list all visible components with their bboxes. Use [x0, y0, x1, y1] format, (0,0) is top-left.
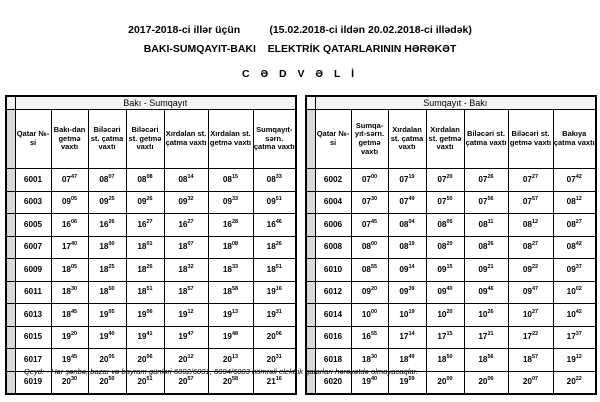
- time-cell: $20^{31}$: [253, 349, 296, 372]
- row-gap: [306, 326, 315, 349]
- row-gap: [6, 214, 15, 237]
- table-row: [6, 191, 296, 214]
- row-gap: [306, 281, 315, 304]
- time-cell: $20^{50}$: [88, 371, 126, 394]
- column-header: Xırdalan st. getmə vaxtı: [426, 110, 464, 169]
- table-row: [306, 281, 596, 304]
- time-cell: $19^{45}$: [51, 349, 88, 372]
- row-gap: [6, 169, 15, 192]
- time-cell: $18^{30}$: [351, 349, 388, 372]
- column-header: Xırdalan st. getmə vaxtı: [208, 110, 253, 169]
- time-cell: $08^{04}$: [388, 214, 426, 237]
- time-cell: $08^{14}$: [164, 169, 208, 192]
- time-cell: $21^{16}$: [253, 371, 296, 394]
- time-cell: $09^{21}$: [464, 259, 508, 282]
- train-number-cell: 6008: [315, 236, 351, 259]
- time-cell: $10^{20}$: [426, 304, 464, 327]
- time-cell: $19^{59}$: [388, 371, 426, 394]
- time-cell: $18^{25}$: [88, 259, 126, 282]
- time-cell: $18^{08}$: [208, 236, 253, 259]
- train-number-cell: 6001: [15, 169, 51, 192]
- row-gap: [306, 236, 315, 259]
- table-row: [306, 236, 596, 259]
- time-cell: $20^{57}$: [164, 371, 208, 394]
- time-cell: $07^{47}$: [51, 169, 88, 192]
- time-cell: $09^{26}$: [126, 191, 164, 214]
- time-cell: $19^{31}$: [253, 304, 296, 327]
- train-number-cell: 6012: [315, 281, 351, 304]
- time-cell: $19^{47}$: [164, 326, 208, 349]
- time-cell: $08^{00}$: [351, 236, 388, 259]
- time-cell: $08^{12}$: [553, 191, 596, 214]
- time-cell: $08^{11}$: [464, 214, 508, 237]
- section-gap: [306, 96, 315, 110]
- time-cell: $07^{42}$: [553, 169, 596, 192]
- column-header: Sumqayıt-sərn. çatma vaxtı: [253, 110, 296, 169]
- time-cell: $18^{30}$: [51, 281, 88, 304]
- train-number-cell: 6010: [315, 259, 351, 282]
- table-row: [6, 259, 296, 282]
- time-cell: $10^{19}$: [388, 304, 426, 327]
- time-cell: $16^{28}$: [208, 214, 253, 237]
- time-cell: $09^{25}$: [88, 191, 126, 214]
- table-row: [6, 304, 296, 327]
- time-cell: $20^{05}$: [88, 349, 126, 372]
- time-cell: $18^{50}$: [426, 349, 464, 372]
- time-cell: $17^{14}$: [388, 326, 426, 349]
- train-number-cell: 6003: [15, 191, 51, 214]
- time-cell: $18^{51}$: [253, 259, 296, 282]
- time-cell: $07^{50}$: [426, 191, 464, 214]
- time-cell: $18^{26}$: [253, 236, 296, 259]
- time-cell: $16^{06}$: [51, 214, 88, 237]
- time-cell: $18^{33}$: [208, 259, 253, 282]
- time-cell: $18^{01}$: [126, 236, 164, 259]
- row-gap: [306, 191, 315, 214]
- time-cell: $09^{46}$: [464, 281, 508, 304]
- time-cell: $08^{27}$: [508, 236, 553, 259]
- time-cell: $20^{06}$: [126, 349, 164, 372]
- time-cell: $16^{55}$: [351, 326, 388, 349]
- header-gap: [6, 110, 15, 169]
- row-gap: [306, 304, 315, 327]
- row-gap: [6, 349, 15, 372]
- time-cell: $09^{05}$: [51, 191, 88, 214]
- table-row: [6, 214, 296, 237]
- time-cell: $19^{20}$: [51, 326, 88, 349]
- table-row: [6, 326, 296, 349]
- column-header: Qatar №-si: [15, 110, 51, 169]
- footnote: Qeyd: - Hər şənbə, bazar və bayram günləri 6002/6001, 6004/6003 nömrəli elektrik qatarları hərəkətdə olmayacaqlar.: [24, 367, 418, 376]
- time-cell: $18^{05}$: [51, 259, 88, 282]
- time-cell: $19^{12}$: [553, 349, 596, 372]
- time-cell: $17^{40}$: [51, 236, 88, 259]
- time-cell: $07^{20}$: [426, 169, 464, 192]
- time-cell: $16^{26}$: [88, 214, 126, 237]
- time-cell: $10^{02}$: [553, 281, 596, 304]
- table-row: [306, 304, 596, 327]
- time-cell: $08^{19}$: [388, 236, 426, 259]
- column-header: Qatar №-si: [315, 110, 351, 169]
- row-gap: [306, 214, 315, 237]
- table-row: [306, 214, 596, 237]
- time-cell: $09^{32}$: [164, 191, 208, 214]
- time-cell: $17^{37}$: [553, 326, 596, 349]
- time-cell: $08^{07}$: [88, 169, 126, 192]
- column-header: Xırdalan st. çatma vaxtı: [388, 110, 426, 169]
- section-title: Bakı - Sumqayıt: [15, 96, 296, 110]
- time-cell: $19^{13}$: [208, 304, 253, 327]
- time-cell: $18^{49}$: [388, 349, 426, 372]
- time-cell: $20^{06}$: [464, 371, 508, 394]
- time-cell: $10^{42}$: [553, 304, 596, 327]
- time-cell: $07^{26}$: [464, 169, 508, 192]
- column-header: Sumqa-yıt-sərn. getmə vaxtı: [351, 110, 388, 169]
- time-cell: $17^{22}$: [508, 326, 553, 349]
- time-cell: $08^{42}$: [553, 236, 596, 259]
- time-cell: $16^{27}$: [164, 214, 208, 237]
- time-cell: $08^{33}$: [253, 169, 296, 192]
- time-cell: $18^{45}$: [51, 304, 88, 327]
- section-gap: [6, 96, 15, 110]
- time-cell: $09^{47}$: [508, 281, 553, 304]
- time-cell: $10^{27}$: [508, 304, 553, 327]
- time-cell: $20^{07}$: [508, 371, 553, 394]
- time-cell: $20^{51}$: [126, 371, 164, 394]
- time-cell: $07^{19}$: [388, 169, 426, 192]
- time-cell: $08^{20}$: [426, 236, 464, 259]
- row-gap: [6, 326, 15, 349]
- time-cell: $09^{22}$: [508, 259, 553, 282]
- column-header: Bakıya çatma vaxtı: [553, 110, 596, 169]
- table-row: [6, 236, 296, 259]
- train-number-cell: 6011: [15, 281, 51, 304]
- time-cell: $19^{06}$: [126, 304, 164, 327]
- row-gap: [306, 169, 315, 192]
- time-cell: $18^{56}$: [464, 349, 508, 372]
- row-gap: [6, 236, 15, 259]
- column-header: Biləcəri st. çatma vaxtı: [88, 110, 126, 169]
- time-cell: $20^{12}$: [164, 349, 208, 372]
- time-cell: $20^{58}$: [208, 371, 253, 394]
- time-cell: $10^{00}$: [351, 304, 388, 327]
- time-cell: $09^{14}$: [388, 259, 426, 282]
- train-number-cell: 6005: [15, 214, 51, 237]
- train-number-cell: 6006: [315, 214, 351, 237]
- time-cell: $19^{40}$: [88, 326, 126, 349]
- time-cell: $19^{40}$: [351, 371, 388, 394]
- train-number-cell: 6018: [315, 349, 351, 372]
- column-header: Biləcəri st. getmə vaxtı: [508, 110, 553, 169]
- row-gap: [6, 191, 15, 214]
- train-number-cell: 6009: [15, 259, 51, 282]
- route-title: BAKI-SUMQAYIT-BAKI ELEKTRİK QATARLARININ HƏRƏKƏT: [143, 43, 457, 55]
- time-cell: $18^{57}$: [508, 349, 553, 372]
- baki-sumqayit-table: [5, 95, 297, 395]
- column-header-row: [306, 110, 596, 169]
- train-number-cell: 6020: [315, 371, 351, 394]
- time-cell: $17^{15}$: [426, 326, 464, 349]
- time-cell: $18^{32}$: [164, 259, 208, 282]
- time-cell: $09^{51}$: [253, 191, 296, 214]
- time-cell: $09^{20}$: [351, 281, 388, 304]
- time-cell: $07^{56}$: [464, 191, 508, 214]
- row-gap: [6, 259, 15, 282]
- column-header: Biləcəri st. getmə vaxtı: [126, 110, 164, 169]
- column-header: Xırdalan st. çatma vaxtı: [164, 110, 208, 169]
- time-cell: $18^{00}$: [88, 236, 126, 259]
- time-cell: $08^{05}$: [426, 214, 464, 237]
- train-number-cell: 6014: [315, 304, 351, 327]
- table-row: [6, 169, 296, 192]
- time-cell: $20^{13}$: [208, 349, 253, 372]
- header-gap: [306, 110, 315, 169]
- time-cell: $18^{57}$: [164, 281, 208, 304]
- time-cell: $07^{45}$: [351, 214, 388, 237]
- time-cell: $19^{48}$: [208, 326, 253, 349]
- column-header-row: [6, 110, 296, 169]
- train-number-cell: 6016: [315, 326, 351, 349]
- time-cell: $07^{00}$: [351, 169, 388, 192]
- train-number-cell: 6007: [15, 236, 51, 259]
- table-row: [306, 191, 596, 214]
- time-cell: $18^{58}$: [208, 281, 253, 304]
- time-cell: $19^{16}$: [253, 281, 296, 304]
- time-cell: $09^{40}$: [426, 281, 464, 304]
- time-cell: $19^{05}$: [88, 304, 126, 327]
- time-cell: $19^{41}$: [126, 326, 164, 349]
- time-cell: $20^{30}$: [51, 371, 88, 394]
- time-cell: $08^{26}$: [464, 236, 508, 259]
- train-number-cell: 6002: [315, 169, 351, 192]
- train-number-cell: 6019: [15, 371, 51, 394]
- sumqayit-baki-table: [305, 95, 597, 395]
- row-gap: [6, 281, 15, 304]
- time-cell: $18^{07}$: [164, 236, 208, 259]
- time-cell: $16^{27}$: [126, 214, 164, 237]
- time-cell: $07^{49}$: [388, 191, 426, 214]
- time-cell: $09^{15}$: [426, 259, 464, 282]
- schedule-title: C Ə D V Ə L İ: [241, 68, 359, 80]
- time-cell: $09^{33}$: [208, 191, 253, 214]
- time-cell: $09^{39}$: [388, 281, 426, 304]
- time-cell: $08^{15}$: [208, 169, 253, 192]
- column-header: Bakı-dan getmə vaxtı: [51, 110, 88, 169]
- section-title: Sumqayıt - Bakı: [315, 96, 596, 110]
- time-cell: $19^{12}$: [164, 304, 208, 327]
- time-cell: $07^{30}$: [351, 191, 388, 214]
- time-cell: $20^{06}$: [253, 326, 296, 349]
- time-cell: $09^{37}$: [553, 259, 596, 282]
- time-cell: $18^{51}$: [126, 281, 164, 304]
- time-cell: $08^{08}$: [126, 169, 164, 192]
- time-cell: $08^{55}$: [351, 259, 388, 282]
- column-header: Biləcəri st. çatma vaxtı: [464, 110, 508, 169]
- table-row: [6, 281, 296, 304]
- time-cell: $07^{27}$: [508, 169, 553, 192]
- row-gap: [6, 371, 15, 394]
- table-row: [306, 259, 596, 282]
- train-number-cell: 6013: [15, 304, 51, 327]
- time-cell: $10^{26}$: [464, 304, 508, 327]
- table-row: [306, 169, 596, 192]
- time-cell: $08^{27}$: [553, 214, 596, 237]
- train-number-cell: 6015: [15, 326, 51, 349]
- time-cell: $18^{50}$: [88, 281, 126, 304]
- time-cell: $20^{00}$: [426, 371, 464, 394]
- time-cell: $08^{12}$: [508, 214, 553, 237]
- time-cell: $16^{46}$: [253, 214, 296, 237]
- time-cell: $17^{21}$: [464, 326, 508, 349]
- row-gap: [306, 259, 315, 282]
- train-number-cell: 6017: [15, 349, 51, 372]
- time-cell: $18^{26}$: [126, 259, 164, 282]
- row-gap: [6, 304, 15, 327]
- schedule-period-title: 2017-2018-ci illər üçün (15.02.2018-ci ildən 20.02.2018-ci illədək): [128, 24, 472, 36]
- time-cell: $20^{22}$: [553, 371, 596, 394]
- train-number-cell: 6004: [315, 191, 351, 214]
- time-cell: $07^{57}$: [508, 191, 553, 214]
- table-row: [306, 326, 596, 349]
